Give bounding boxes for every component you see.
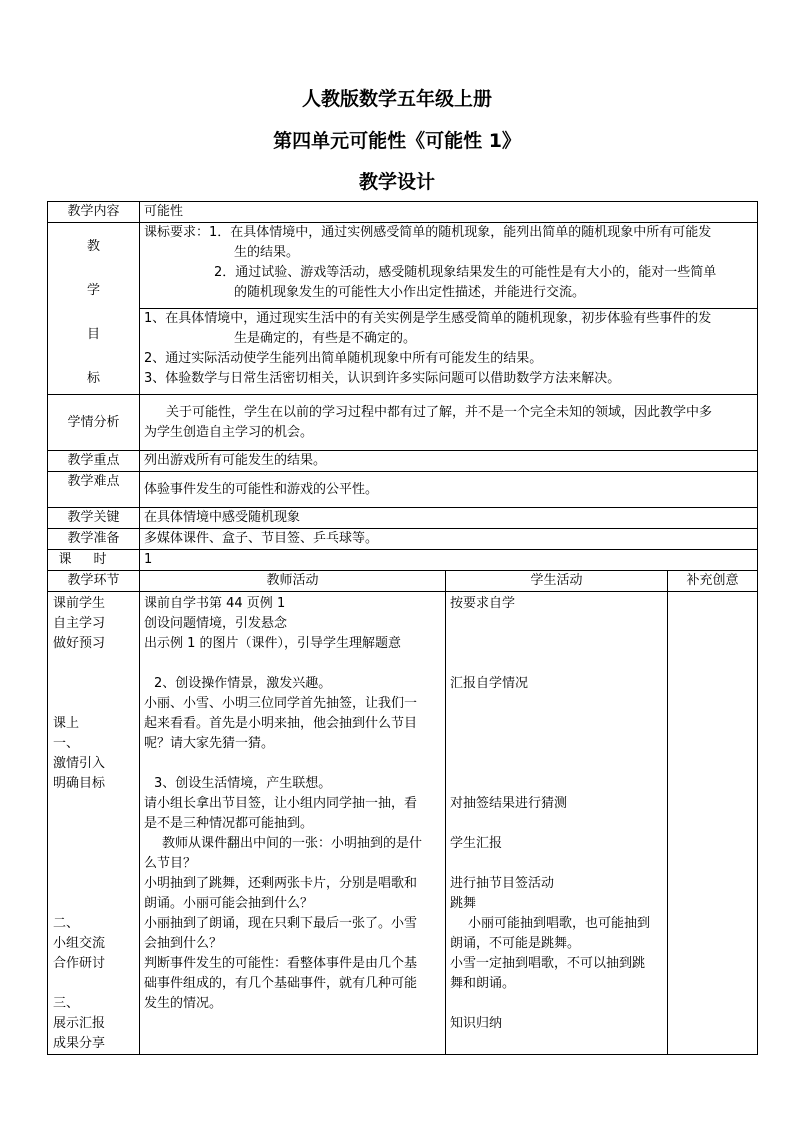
value-key: 在具体情境中感受随机现象: [140, 508, 758, 529]
student-line: [450, 854, 663, 874]
student-line: [450, 734, 663, 754]
row-prep: [48, 529, 758, 550]
label-difficulty: 教学难点: [48, 472, 140, 508]
teacher-line: 发生的情况。: [144, 996, 223, 1011]
label-key-point: 教学重点: [48, 451, 140, 472]
teacher-line: 础事件组成的，有几个基础事件，就有几种可能: [144, 976, 418, 991]
value-hours: 1: [140, 550, 758, 571]
teacher-line: 会抽到什么？: [144, 936, 223, 951]
teacher-cell: [140, 592, 446, 1055]
teacher-line: 呢？请大家先猜一猜。: [144, 736, 275, 751]
student-line: [450, 994, 663, 1014]
row-hours: [48, 550, 758, 571]
teacher-line: 小丽抽到了朗诵，现在只剩下最后一张了。小雪: [144, 916, 418, 931]
label-goals: [48, 223, 140, 395]
standard-cell: [140, 223, 758, 309]
objective-line: 生是确定的，有些是不确定的。: [234, 331, 417, 346]
label-key: 教学关键: [48, 508, 140, 529]
extra-cell: [668, 592, 758, 1055]
stage-line: 做好预习: [53, 636, 106, 651]
student-line: 进行抽节目签活动: [450, 876, 555, 891]
process-header-row: [48, 571, 758, 592]
student-line: 小雪一定抽到唱歌，不可以抽到跳: [450, 956, 646, 971]
teacher-line: 请小组长拿出节目签，让小组内同学抽一抽，看: [144, 796, 418, 811]
stage-cell: [48, 592, 140, 1055]
teacher-line: 课前自学书第 44 页例 1: [144, 596, 286, 611]
teacher-line: 教师从课件翻出中间的一张：小明抽到的是什: [162, 836, 423, 851]
teacher-line: 判断事件发生的可能性：看整体事件是由几个基: [144, 956, 418, 971]
student-line: [450, 614, 663, 634]
unit-title: 第四单元可能性《可能性 1》: [273, 130, 521, 152]
goal-char-3: 目: [86, 326, 100, 342]
header-teacher: 教师活动: [140, 571, 446, 592]
design-title: 教学设计: [358, 171, 435, 193]
teacher-line: [144, 654, 441, 674]
value-key-point: 列出游戏所有可能发生的结果。: [140, 451, 758, 472]
lesson-plan-table: [47, 201, 758, 1055]
teacher-line: [144, 754, 441, 774]
stage-line: [53, 834, 135, 854]
value-difficulty: 体验事件发生的可能性和游戏的公平性。: [140, 472, 758, 508]
row-analysis: [48, 395, 758, 451]
stage-line: [53, 794, 135, 814]
process-body-row: [48, 592, 758, 1055]
stage-line: 课上: [53, 716, 80, 731]
stage-line: [53, 974, 135, 994]
row-difficulty: [48, 472, 758, 508]
stage-line: [53, 654, 135, 674]
student-line: 小丽可能抽到唱歌，也可能抽到: [468, 916, 651, 931]
student-line: 按要求自学: [450, 596, 516, 611]
stage-line: [53, 894, 135, 914]
stage-line: 课前学生: [53, 596, 106, 611]
student-line: [450, 774, 663, 794]
teacher-line: 小丽、小雪、小明三位同学首先抽签，让我们一: [144, 696, 418, 711]
standard-line: 2．通过试验、游戏等活动，感受随机现象结果发生的可能性是有大小的，能对一些简单: [214, 265, 717, 280]
student-line: [450, 714, 663, 734]
row-goals-objectives: [48, 309, 758, 395]
student-line: [450, 634, 663, 654]
objective-line: 3、体验数学与日常生活密切相关，认识到许多实际问题可以借助数学方法来解决。: [144, 371, 621, 386]
objectives-cell: [140, 309, 758, 395]
standard-line: 生的结果。: [234, 245, 300, 260]
teacher-line: 创设问题情境，引发悬念: [144, 616, 288, 631]
row-goals-standard: [48, 223, 758, 309]
header-stage: 教学环节: [48, 571, 140, 592]
analysis-line: 关于可能性，学生在以前的学习过程中都有过了解，并不是一个完全未知的领域，因此教学中多: [166, 404, 713, 420]
teacher-line: 小明抽到了跳舞，还剩两张卡片，分别是唱歌和: [144, 876, 418, 891]
label-analysis: 学情分析: [48, 395, 140, 451]
student-line: 汇报自学情况: [450, 676, 529, 691]
teacher-line: 3、创设生活情境，产生联想。: [154, 776, 332, 791]
stage-line: 合作研讨: [53, 956, 106, 971]
value-prep: 多媒体课件、盒子、节目签、乒乓球等。: [140, 529, 758, 550]
objective-line: 2、通过实际活动使学生能列出简单随机现象中所有可能发生的结果。: [144, 351, 543, 366]
label-content: 教学内容: [48, 202, 140, 223]
student-line: 舞和朗诵。: [450, 976, 516, 991]
stage-line: 二、: [53, 916, 80, 931]
stage-line: 激情引入: [53, 756, 106, 771]
standard-line: 课标要求：1．在具体情境中，通过实例感受简单的随机现象，能列出简单的随机现象中所有可能发: [144, 225, 712, 240]
student-line: [450, 754, 663, 774]
student-cell: [446, 592, 668, 1055]
label-hours: 课时: [48, 550, 140, 571]
student-line: 跳舞: [450, 896, 477, 911]
goal-char-2: 学: [86, 282, 100, 298]
stage-line: 成果分享: [53, 1036, 106, 1051]
stage-line: 小组交流: [53, 936, 106, 951]
student-line: 知识归纳: [450, 1016, 503, 1031]
row-key: [48, 508, 758, 529]
student-line: [450, 694, 663, 714]
row-content: [48, 202, 758, 223]
teacher-line: 朗诵。小丽可能会抽到什么？: [144, 896, 314, 911]
standard-line: 的随机现象发生的可能性大小作出定性描述，并能进行交流。: [234, 285, 586, 300]
analysis-line: 为学生创造自主学习的机会。: [144, 424, 314, 440]
label-prep: 教学准备: [48, 529, 140, 550]
stage-line: [53, 874, 135, 894]
goal-char-1: 教: [86, 238, 100, 254]
stage-line: [53, 694, 135, 714]
stage-line: 三、: [53, 996, 80, 1011]
stage-line: [53, 814, 135, 834]
stage-line: [53, 854, 135, 874]
stage-line: 自主学习: [53, 616, 106, 631]
row-key-point: [48, 451, 758, 472]
teacher-line: 起来看看。首先是小明来抽，他会抽到什么节目: [144, 716, 418, 731]
header-extra: 补充创意: [668, 571, 758, 592]
teacher-line: 出示例 1 的图片（课件），引导学生理解题意: [144, 636, 402, 651]
stage-line: 明确目标: [53, 776, 106, 791]
student-line: 对抽签结果进行猜测: [450, 796, 568, 811]
header-student: 学生活动: [446, 571, 668, 592]
student-line: 学生汇报: [450, 836, 503, 851]
stage-line: 展示汇报: [53, 1016, 106, 1031]
objective-line: 1、在具体情境中，通过现实生活中的有关实例是学生感受简单的随机现象，初步体验有些事件的发: [144, 311, 712, 326]
teacher-line: 是不是三种情况都可能抽到。: [144, 816, 314, 831]
value-content: 可能性: [140, 202, 758, 223]
stage-line: [53, 674, 135, 694]
teacher-line: 么节目？: [144, 856, 197, 871]
document-title: 人教版数学五年级上册: [301, 88, 492, 110]
student-line: [450, 814, 663, 834]
student-line: [450, 654, 663, 674]
student-line: 朗诵，不可能是跳舞。: [450, 936, 581, 951]
analysis-cell: [140, 395, 758, 451]
goal-char-4: 标: [86, 370, 100, 386]
stage-line: 一、: [53, 736, 80, 751]
teacher-line: 2、创设操作情景，激发兴趣。: [154, 676, 332, 691]
